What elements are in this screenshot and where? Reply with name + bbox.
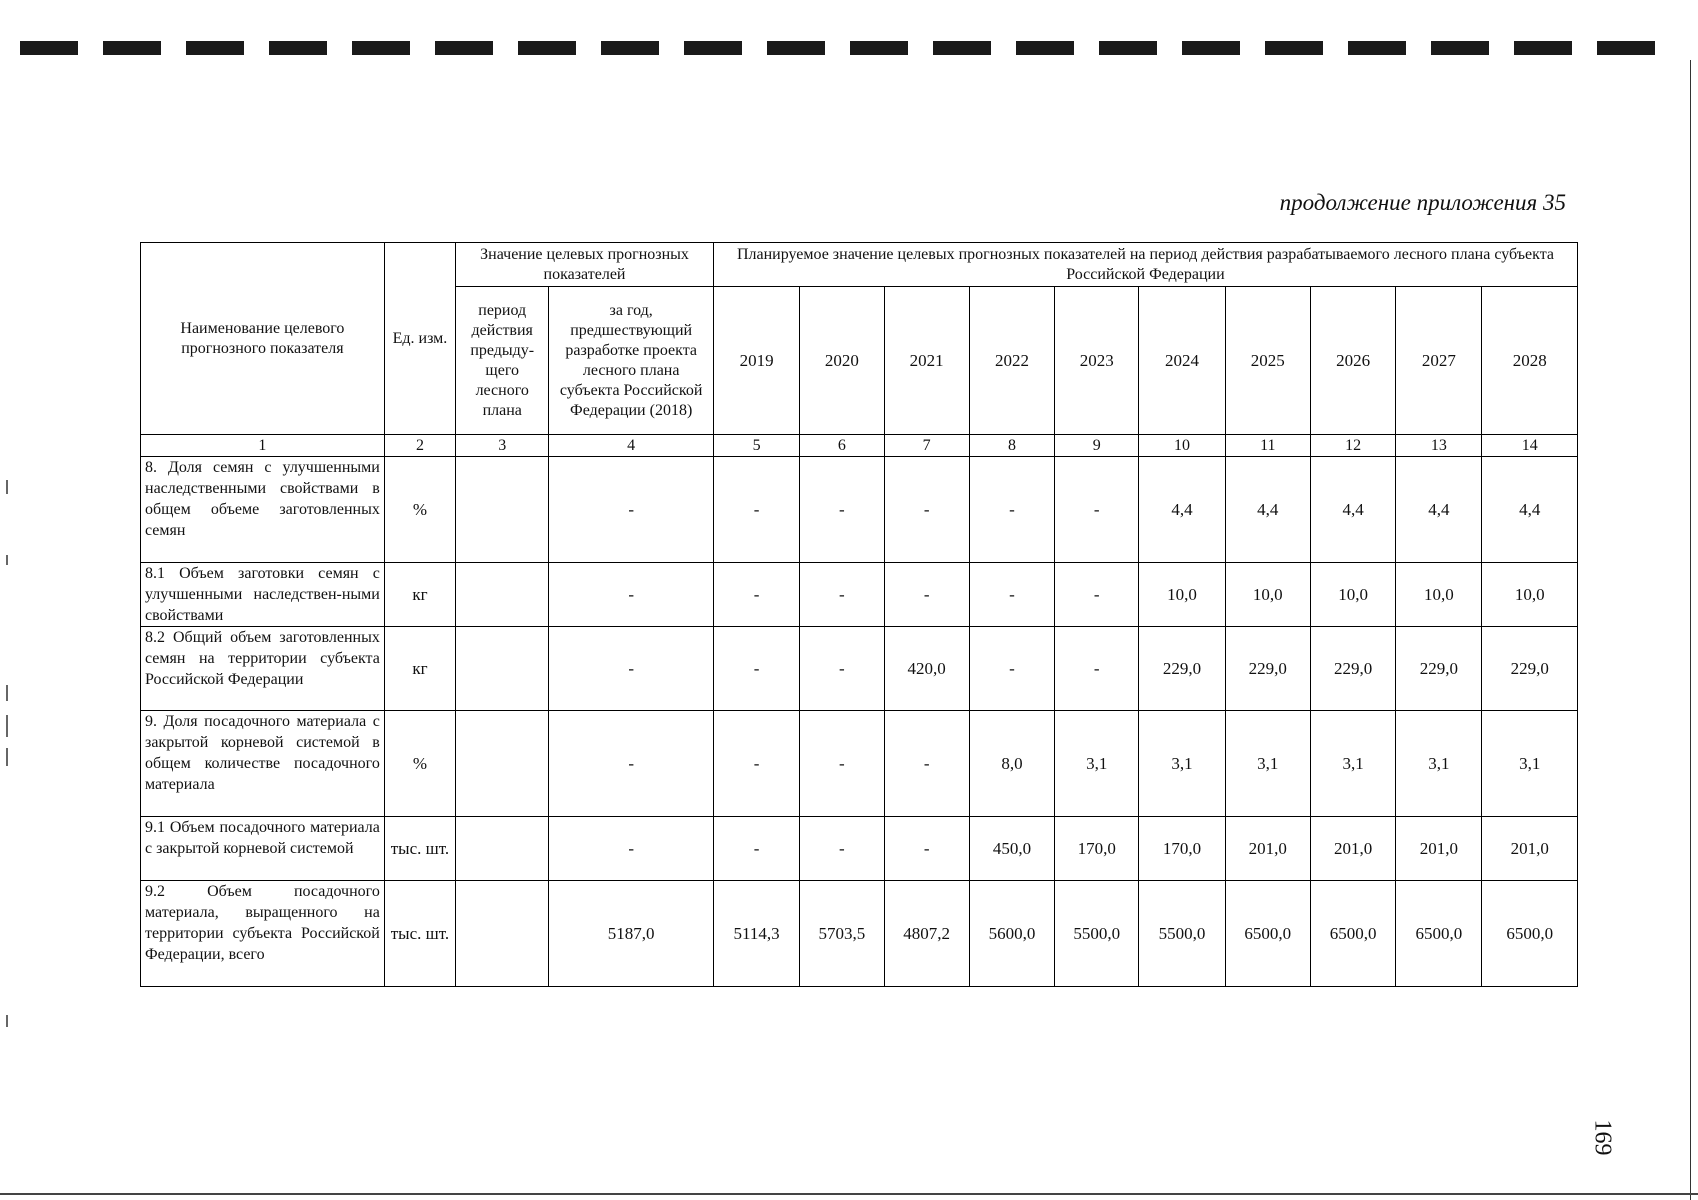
indicator-value: 5703,5 (800, 881, 884, 987)
binding-hole (352, 41, 410, 55)
indicator-value: - (1055, 627, 1139, 711)
column-number: 10 (1139, 435, 1225, 457)
binding-hole (1099, 41, 1157, 55)
indicator-unit: кг (384, 563, 455, 627)
binding-hole (103, 41, 161, 55)
indicator-value: - (884, 563, 969, 627)
indicator-value: 3,1 (1482, 711, 1578, 817)
indicator-value: 10,0 (1139, 563, 1225, 627)
header-prev-period: период действия предыду-щего лесного плана (456, 287, 549, 435)
table-body (141, 435, 1578, 987)
table-row (141, 817, 1578, 881)
indicator-value: 5187,0 (549, 881, 714, 987)
header-group-previous: Значение целевых прогнозных показателей (456, 243, 714, 287)
indicator-value: 5500,0 (1055, 881, 1139, 987)
indicator-value: 4,4 (1310, 457, 1395, 563)
indicator-value: 6500,0 (1310, 881, 1395, 987)
indicator-value: 4807,2 (884, 881, 969, 987)
indicator-value: 3,1 (1396, 711, 1482, 817)
column-number: 11 (1225, 435, 1310, 457)
binding-hole (20, 41, 78, 55)
column-number-row (141, 435, 1578, 457)
column-number: 5 (713, 435, 799, 457)
indicator-name: 9.2 Объем посадочного материала, выращенного на территории субъекта Российской Федерации, всего (141, 881, 385, 987)
indicator-value: 170,0 (1055, 817, 1139, 881)
header-year: 2023 (1055, 287, 1139, 435)
indicator-value: - (549, 457, 714, 563)
table-row (141, 563, 1578, 627)
column-number: 1 (141, 435, 385, 457)
binding-hole (767, 41, 825, 55)
binding-hole (850, 41, 908, 55)
indicator-value: 4,4 (1225, 457, 1310, 563)
header-year: 2020 (800, 287, 884, 435)
indicator-value: 5600,0 (969, 881, 1054, 987)
indicator-value: 229,0 (1482, 627, 1578, 711)
target-indicators-table (140, 242, 1578, 987)
indicator-value: 3,1 (1139, 711, 1225, 817)
indicator-value: 420,0 (884, 627, 969, 711)
indicator-value: - (549, 711, 714, 817)
indicator-value: - (800, 457, 884, 563)
indicator-value: 201,0 (1225, 817, 1310, 881)
binding-hole (1431, 41, 1489, 55)
binding-hole (186, 41, 244, 55)
indicator-unit: % (384, 711, 455, 817)
binding-hole (1016, 41, 1074, 55)
appendix-heading: продолжение приложения 35 (1279, 190, 1566, 215)
header-year: 2025 (1225, 287, 1310, 435)
header-unit: Ед. изм. (384, 243, 455, 435)
indicator-value (456, 457, 549, 563)
binding-hole (1514, 41, 1572, 55)
indicator-unit: тыс. шт. (384, 881, 455, 987)
header-year: 2019 (713, 287, 799, 435)
page-edge-right (1690, 60, 1691, 1200)
indicator-unit: тыс. шт. (384, 817, 455, 881)
column-number: 4 (549, 435, 714, 457)
indicator-value: - (549, 627, 714, 711)
column-number: 12 (1310, 435, 1395, 457)
indicator-value (456, 711, 549, 817)
indicator-value: 10,0 (1482, 563, 1578, 627)
header-year: 2028 (1482, 287, 1578, 435)
indicator-value: - (884, 711, 969, 817)
indicator-value: - (969, 457, 1054, 563)
indicator-value: - (713, 627, 799, 711)
indicator-value: 4,4 (1139, 457, 1225, 563)
indicator-value: 3,1 (1310, 711, 1395, 817)
indicator-value (456, 627, 549, 711)
indicator-value: - (800, 563, 884, 627)
indicator-name: 8.2 Общий объем заготовленных семян на территории субъекта Российской Федерации (141, 627, 385, 711)
indicator-value: - (713, 563, 799, 627)
table-header (141, 243, 1578, 435)
indicator-value (456, 817, 549, 881)
header-year: 2022 (969, 287, 1054, 435)
binding-hole (518, 41, 576, 55)
indicator-value: - (969, 627, 1054, 711)
indicator-value: - (713, 711, 799, 817)
column-number: 14 (1482, 435, 1578, 457)
binding-strip (0, 38, 1698, 58)
column-number: 7 (884, 435, 969, 457)
indicator-value: 229,0 (1396, 627, 1482, 711)
indicator-value: 450,0 (969, 817, 1054, 881)
indicator-value: 229,0 (1139, 627, 1225, 711)
binding-hole (1597, 41, 1655, 55)
indicator-value: 201,0 (1310, 817, 1395, 881)
indicator-value (456, 563, 549, 627)
indicator-value: 10,0 (1310, 563, 1395, 627)
binding-hole (933, 41, 991, 55)
binding-hole (601, 41, 659, 55)
table-row (141, 881, 1578, 987)
binding-hole (1182, 41, 1240, 55)
indicator-value: - (1055, 563, 1139, 627)
indicator-name: 9.1 Объем посадочного материала с закрытой корневой системой (141, 817, 385, 881)
indicator-value: - (800, 627, 884, 711)
table-row (141, 627, 1578, 711)
indicator-value: 4,4 (1396, 457, 1482, 563)
indicator-value: 10,0 (1396, 563, 1482, 627)
indicator-value: - (969, 563, 1054, 627)
column-number: 6 (800, 435, 884, 457)
column-number: 2 (384, 435, 455, 457)
indicator-value: 201,0 (1396, 817, 1482, 881)
binding-hole (269, 41, 327, 55)
header-year: 2021 (884, 287, 969, 435)
header-group-planned: Планируемое значение целевых прогнозных показателей на период действия разрабатываемого лесного плана субъекта Российской Федерации (713, 243, 1577, 287)
binding-hole (684, 41, 742, 55)
indicator-name: 9. Доля посадочного материала с закрытой корневой системой в общем количестве посадочного материала (141, 711, 385, 817)
indicator-value: 170,0 (1139, 817, 1225, 881)
indicator-value: 10,0 (1225, 563, 1310, 627)
indicator-value: - (884, 817, 969, 881)
indicator-value: - (800, 817, 884, 881)
indicator-value: - (549, 563, 714, 627)
indicator-name: 8.1 Объем заготовки семян с улучшенными наследствен-ными свойствами (141, 563, 385, 627)
page-number: 169 (1589, 1119, 1616, 1156)
column-number: 9 (1055, 435, 1139, 457)
indicator-value: 3,1 (1055, 711, 1139, 817)
column-number: 13 (1396, 435, 1482, 457)
indicator-unit: % (384, 457, 455, 563)
indicator-value: 5500,0 (1139, 881, 1225, 987)
table-row (141, 711, 1578, 817)
column-number: 8 (969, 435, 1054, 457)
indicator-value: - (713, 457, 799, 563)
binding-hole (435, 41, 493, 55)
indicator-value: 201,0 (1482, 817, 1578, 881)
binding-hole (1348, 41, 1406, 55)
indicator-value: 6500,0 (1396, 881, 1482, 987)
indicator-value: 6500,0 (1225, 881, 1310, 987)
indicator-value: 8,0 (969, 711, 1054, 817)
header-year: 2026 (1310, 287, 1395, 435)
indicator-value: - (800, 711, 884, 817)
indicator-value: - (713, 817, 799, 881)
indicator-value: 229,0 (1225, 627, 1310, 711)
header-name: Наименование целевого прогнозного показателя (141, 243, 385, 435)
indicator-value: 3,1 (1225, 711, 1310, 817)
indicator-name: 8. Доля семян с улучшенными наследственными свойствами в общем объеме заготовленных семян (141, 457, 385, 563)
indicator-value: 5114,3 (713, 881, 799, 987)
indicator-value: - (1055, 457, 1139, 563)
column-number: 3 (456, 435, 549, 457)
table-row (141, 457, 1578, 563)
indicator-value: 4,4 (1482, 457, 1578, 563)
page-edge-bottom (0, 1193, 1698, 1195)
indicator-value: - (549, 817, 714, 881)
indicator-unit: кг (384, 627, 455, 711)
indicator-value: 6500,0 (1482, 881, 1578, 987)
indicator-value: 229,0 (1310, 627, 1395, 711)
binding-hole (1265, 41, 1323, 55)
header-prev-year: за год, предшествующий разработке проекта лесного плана субъекта Российской Федерации (2018) (549, 287, 714, 435)
header-year: 2027 (1396, 287, 1482, 435)
indicator-value (456, 881, 549, 987)
header-year: 2024 (1139, 287, 1225, 435)
indicator-value: - (884, 457, 969, 563)
